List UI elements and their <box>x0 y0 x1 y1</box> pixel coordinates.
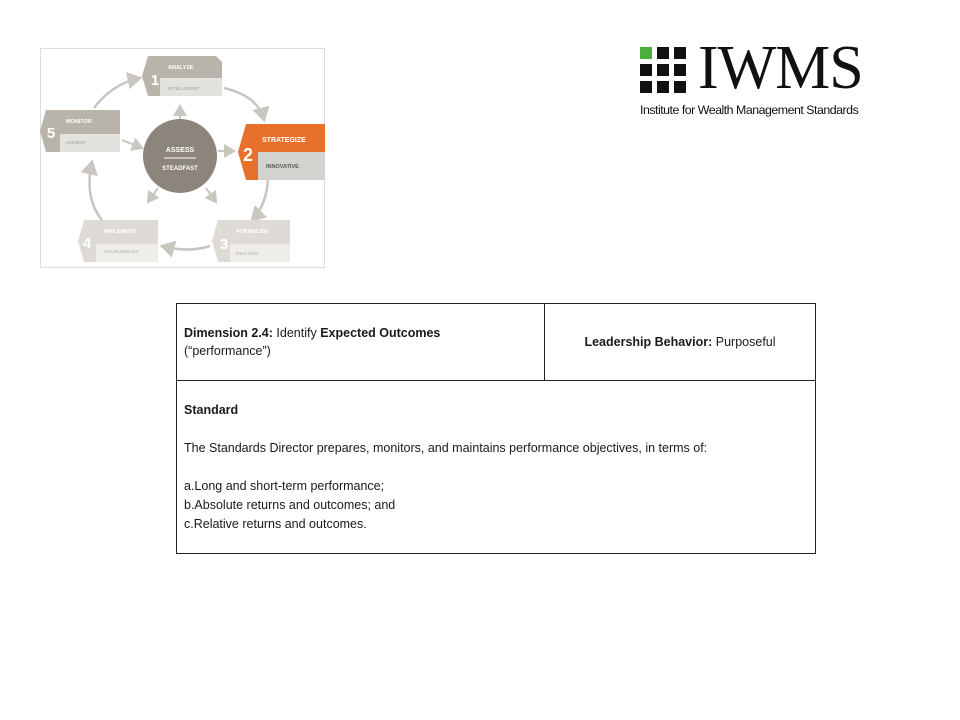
dimension-verb: Identify <box>276 326 317 340</box>
dimension-label: Dimension 2.4: <box>184 326 273 340</box>
step-number: 3 <box>219 236 229 253</box>
step-number: 1 <box>150 72 160 89</box>
assess-circle <box>143 119 217 193</box>
step-subtitle: DECISIVE <box>236 252 259 257</box>
step-title: STRATEGIZE <box>262 137 306 144</box>
step-formalize <box>212 220 290 262</box>
behavior-label: Leadership Behavior: <box>584 335 713 349</box>
step-subtitle: INNOVATIVE <box>266 164 299 170</box>
step-subtitle: INTELLIGENT <box>168 87 199 92</box>
header-row <box>177 304 816 381</box>
step-number: 2 <box>242 145 254 165</box>
step-analyze <box>142 56 222 96</box>
behavior-cell <box>545 304 816 381</box>
step-strategize <box>238 124 325 180</box>
step-number: 5 <box>46 125 56 142</box>
standard-item-c: c.Relative returns and outcomes. <box>184 516 367 531</box>
logo-grid-icon <box>640 47 686 93</box>
standard-cell <box>177 381 816 554</box>
dimension-cell <box>177 304 545 381</box>
dimension-note: (“performance”) <box>184 344 271 358</box>
logo-wordmark: IWMS <box>698 34 863 102</box>
step-title: MONITOR <box>66 119 92 125</box>
standard-heading: Standard <box>184 402 239 417</box>
assess-subtitle: STEADFAST <box>162 166 198 172</box>
step-title: ANALYZE <box>168 65 194 71</box>
step-subtitle: HONEST <box>66 141 86 146</box>
step-implement <box>78 220 158 262</box>
standard-table <box>176 303 816 554</box>
step-subtitle: COURAGEUOS <box>104 250 139 255</box>
body-row <box>177 381 816 554</box>
standard-item-a: a.Long and short-term performance; <box>184 478 385 493</box>
process-cycle-svg <box>40 48 325 268</box>
logo-tagline: Institute for Wealth Management Standards <box>640 103 859 117</box>
step-number: 4 <box>82 235 92 252</box>
dimension-name: Expected Outcomes <box>320 326 441 340</box>
step-monitor <box>40 110 120 152</box>
step-title: IMPLEMENT <box>104 229 137 235</box>
standard-text: The Standards Director prepares, monitors, and maintains performance objectives, in terms of: <box>184 440 708 455</box>
iwms-logo <box>638 34 898 120</box>
behavior-value: Purposeful <box>715 335 776 349</box>
standard-item-b: b.Absolute returns and outcomes; and <box>184 497 396 512</box>
assess-title: ASSESS <box>165 147 195 154</box>
step-title: FORMALIZE <box>236 229 269 235</box>
process-cycle-diagram <box>40 48 325 268</box>
